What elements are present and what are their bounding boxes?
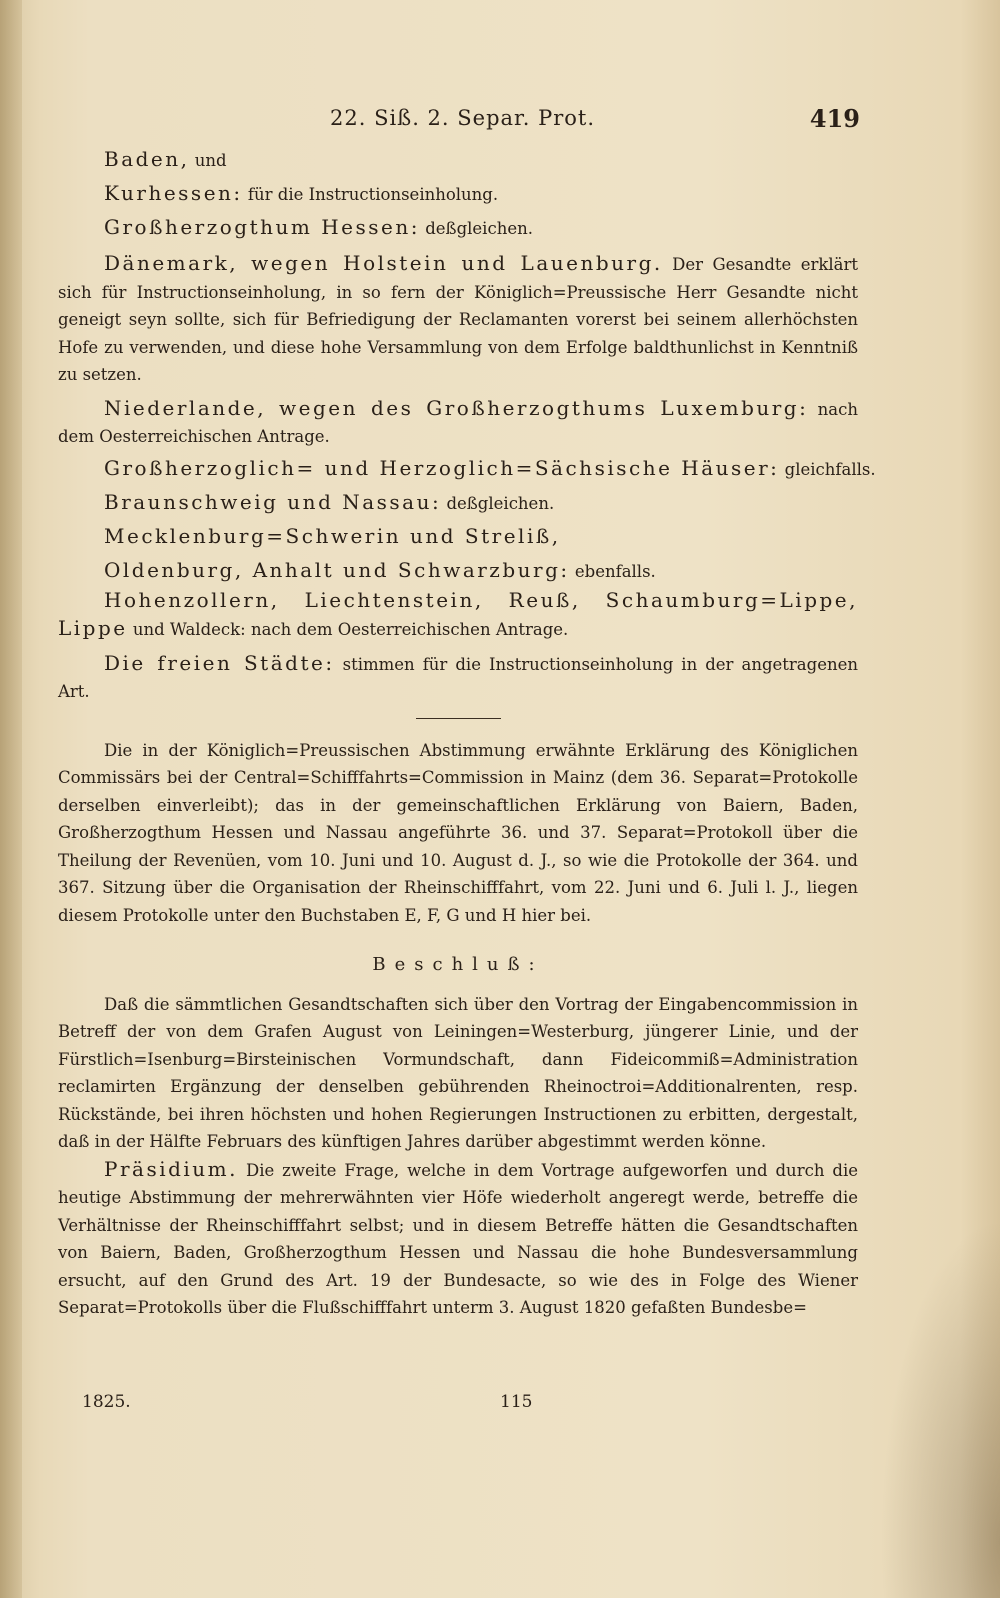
vote-text: und <box>189 151 227 170</box>
section-divider <box>416 718 501 719</box>
vote-line <box>58 142 858 176</box>
running-title: 22. Siß. 2. Separ. Prot. <box>330 106 596 130</box>
state-name: Niederlande, wegen des Großherzogthums Luxemburg: <box>104 395 809 420</box>
vote-text: für die Instructionseinholung. <box>242 185 499 204</box>
paragraph-note: Die in der Königlich=Preussischen Abstimmung erwähnte Erklärung des Königlichen Commissärs bei der Central=Schifffahrts=Commission in Mainz (dem 36. Separat=Protokolle derselben einverleibt); das in der gemeinschaftlichen Erklärung von Baiern, Baden, Großherzogthum Hessen und Nassau angeführte 36. und 37. Separat=Protokoll über die Theilung der Revenüen, vom 10. Juni und 10. August d. J., so wie die Protokolle der 364. und 367. Sitzung über die Organisation der Rheinschifffahrt, vom 22. Juni und 6. Juli l. J., liegen diesem Protokolle unter den Buchstaben E, F, G und H hier bei. <box>58 740 858 925</box>
vote-line <box>58 519 858 553</box>
state-name: Mecklenburg=Schwerin und Streliß, <box>104 523 561 548</box>
page-header <box>60 106 860 142</box>
vote-line <box>58 451 876 485</box>
page-footer <box>60 1392 860 1422</box>
paragraph-text: Der Gesandte erklärt sich für Instructionseinholung, in so fern der Königlich=Preussische Herr Gesandte nicht geneigt seyn sollte, sich für Befriedigung der Reclamanten vorerst bei seinem allerhöchsten Hofe zu verwenden, und diese hohe Versammlung von dem Erfolge baldthunlichst in Kenntniß zu setzen. <box>58 255 858 384</box>
beschluss-heading: Beschluß: <box>372 954 544 975</box>
speaker-label: Präsidium. <box>104 1156 239 1181</box>
paragraph-freie-staedte <box>58 650 858 706</box>
paragraph-niederlande <box>58 395 858 451</box>
paragraph-beschluss: Daß die sämmtlichen Gesandtschaften sich über den Vortrag der Eingabencommission in Betreff der von dem Grafen August von Leiningen=Westerburg, jüngerer Linie, und der Fürstlich=Isenburg=Birsteinischen Vormundschaft, dann Fideicommiß=Administration reclamirten Ergänzung der denselben gebührenden Rheinoctroi=Additionalrenten, resp. Rückstände, bei ihren höchsten und hohen Regierungen Instructionen zu erbitten, dergestalt, daß in der Hälfte Februars des künftigen Jahres darüber abgestimmt werden könne. <box>58 994 858 1151</box>
state-name: Die freien Städte: <box>104 650 335 675</box>
paragraph-hohenzollern <box>58 587 858 644</box>
footer-year: 1825. <box>82 1392 131 1412</box>
vote-line <box>58 553 858 587</box>
paragraph-text: stimmen für die Instructionseinholung in der angetragenen Art. <box>58 654 858 701</box>
vote-text: deßgleichen. <box>441 493 555 513</box>
paragraph-text: nach dem Oesterreichischen Antrage. <box>58 399 859 446</box>
state-name: Braunschweig und Nassau: <box>104 489 442 514</box>
page-spine-shadow <box>0 0 22 1598</box>
page-corner-shadow <box>880 1218 1000 1598</box>
state-name: Baden, <box>104 147 190 171</box>
vote-text: deßgleichen. <box>419 219 533 238</box>
page-number: 419 <box>809 104 860 133</box>
page-body <box>58 142 876 1322</box>
state-name: Oldenburg, Anhalt und Schwarzburg: <box>104 557 570 582</box>
paragraph-text: und Waldeck: nach dem Oesterreichischen Antrage. <box>127 620 569 639</box>
signature-mark: 115 <box>500 1392 533 1412</box>
vote-line <box>58 210 858 244</box>
state-name: Dänemark, wegen Holstein und Lauenburg. <box>104 251 663 275</box>
vote-text: gleichfalls. <box>779 459 876 479</box>
vote-line <box>58 485 858 519</box>
state-name: Hohenzollern, Liechtenstein, Reuß, Schaumburg=Lippe, Lippe <box>58 587 858 640</box>
paragraph-danemark <box>58 250 858 389</box>
state-name: Kurhessen: <box>104 181 243 205</box>
state-name: Großherzogthum Hessen: <box>104 215 420 239</box>
paragraph-praesidium <box>58 1156 858 1322</box>
vote-line <box>58 176 858 210</box>
state-name: Großherzoglich= und Herzoglich=Sächsische Häuser: <box>104 455 780 480</box>
paragraph-text: Die zweite Frage, welche in dem Vortrage aufgeworfen und durch die heutige Abstimmung der mehrerwähnten vier Höfe wiederholt angeregt werde, betreffe die Verhältnisse der Rheinschifffahrt selbst; und in diesem Betreffe hätten die Gesandtschaften von Baiern, Baden, Großherzogthum Hessen und Nassau die hohe Bundesversammlung ersucht, auf den Grund des Art. 19 der Bundesacte, so wie des in Folge des Wiener Separat=Protokolls über die Flußschifffahrt unterm 3. August 1820 gefaßten Bundesbe= <box>58 1160 858 1317</box>
vote-text: ebenfalls. <box>569 561 656 581</box>
